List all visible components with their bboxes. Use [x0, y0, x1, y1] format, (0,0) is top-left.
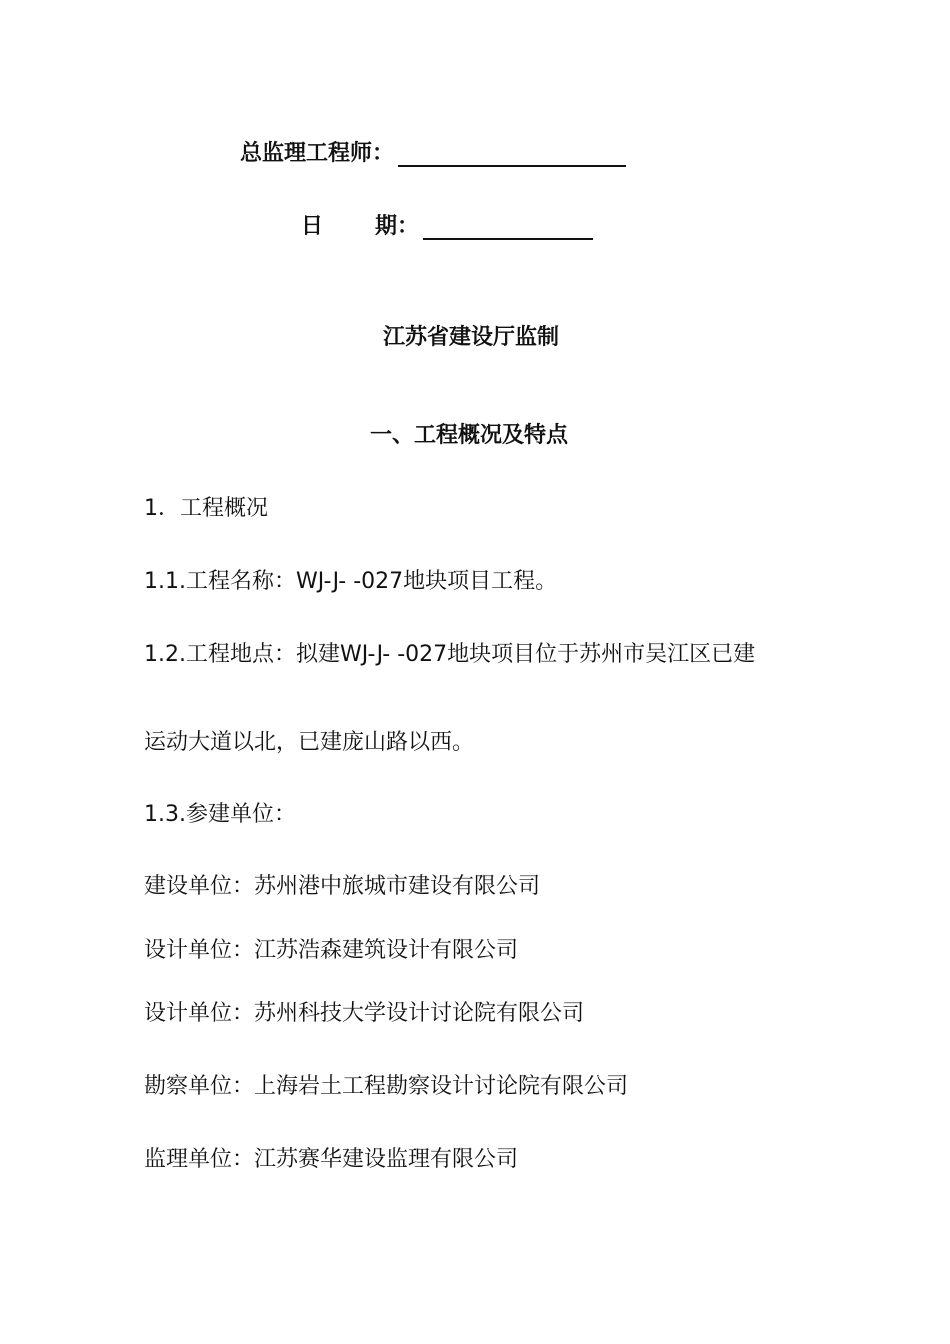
participant-item: 监理单位：江苏赛华建设监理有限公司 — [144, 1147, 519, 1172]
section-title: 一、工程概况及特点 — [370, 423, 569, 448]
date-signature-row — [301, 209, 593, 240]
authority-text: 江苏省建设厅监制 — [383, 325, 560, 350]
participant-item: 设计单位：江苏浩森建筑设计有限公司 — [144, 938, 519, 963]
participant-item: 建设单位：苏州港中旅城市建设有限公司 — [144, 874, 541, 899]
participant-item: 设计单位：苏州科技大学设计讨论院有限公司 — [144, 1001, 585, 1026]
date-label-char1: 日 — [301, 214, 324, 239]
date-label-char2: 期： — [375, 214, 420, 239]
chief-engineer-label: 总监理工程师： — [240, 141, 395, 166]
chief-engineer-blank — [398, 143, 626, 167]
participant-item: 勘察单位：上海岩土工程勘察设计讨论院有限公司 — [144, 1074, 629, 1099]
participants-heading: 1.3.参建单位： — [144, 802, 296, 827]
project-location-line-1: 1.2.工程地点：拟建WJ-J- -027地块项目位于苏州市吴江区已建 — [144, 642, 756, 667]
project-location-line-2: 运动大道以北，已建庞山路以西。 — [144, 730, 475, 755]
overview-heading: 1．工程概况 — [144, 496, 268, 521]
chief-engineer-signature-row — [240, 136, 626, 167]
project-name-line: 1.1.工程名称：WJ-J- -027地块项目工程。 — [144, 569, 558, 594]
date-blank — [423, 216, 593, 240]
